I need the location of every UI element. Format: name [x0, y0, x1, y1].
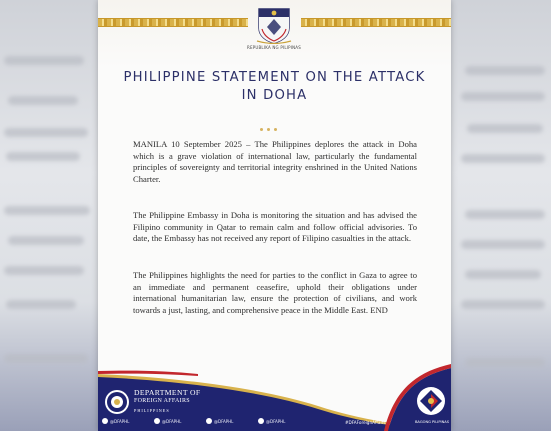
- social-facebook[interactable]: @DFAPHL: [102, 418, 129, 424]
- youtube-icon: [258, 418, 264, 424]
- title-line-1: PHILIPPINE STATEMENT ON THE ATTACK: [123, 70, 426, 85]
- dfa-seal-icon: [256, 6, 292, 44]
- paragraph-2: The Philippine Embassy in Doha is monitoring the situation and has advised the Filipino community in Qatar to remain calm and follow official advisories. To date, the Embassy has not received any report of Filipino casualties in the attack.: [133, 210, 417, 243]
- blurred-background-right: [451, 0, 551, 431]
- instagram-icon: [206, 418, 212, 424]
- social-instagram[interactable]: @DFAPHL: [206, 418, 233, 424]
- gold-border-right: [301, 18, 451, 27]
- department-line-1: DEPARTMENT OF: [134, 388, 201, 397]
- bagong-pilipinas-logo-icon: [416, 386, 446, 416]
- ornament-dots: [258, 118, 291, 122]
- statement-document: [98, 0, 451, 431]
- social-x[interactable]: @DFAPHL: [154, 418, 181, 424]
- paragraph-1: MANILA 10 September 2025 – The Philippines deplores the attack in Doha which is a grave violation of international law, particularly the fundamental principles of sovereignty and territorial integrity enshrined in the United Nations Charter.: [133, 139, 417, 184]
- gold-border-left: [98, 18, 248, 27]
- hashtag: #DFAForeignAffairs: [345, 420, 386, 425]
- statement-title: [118, 69, 431, 105]
- social-youtube[interactable]: @DFAPHL: [258, 418, 285, 424]
- facebook-icon: [102, 418, 108, 424]
- dfa-emblem-icon: [104, 389, 130, 415]
- blurred-background-left: [0, 0, 98, 431]
- paragraph-3: The Philippines highlights the need for parties to the conflict in Gaza to agree to an immediate and permanent ceasefire, uphold their obligations under international humanitarian law, ensure the protection of civilians, and work towards a just, lasting, and comprehensive peace in the Middle East. END: [133, 270, 417, 315]
- x-twitter-icon: [154, 418, 160, 424]
- department-name: [134, 388, 201, 415]
- bagong-pilipinas-label: BAGONG PILIPINAS: [414, 420, 450, 424]
- title-line-2: IN DOHA: [241, 88, 308, 103]
- social-links: [102, 418, 362, 428]
- seal-motto: REPUBLIKA NG PILIPINAS: [247, 45, 301, 50]
- department-line-3: PHILIPPINES: [134, 408, 170, 413]
- department-line-2: FOREIGN AFFAIRS: [134, 398, 190, 404]
